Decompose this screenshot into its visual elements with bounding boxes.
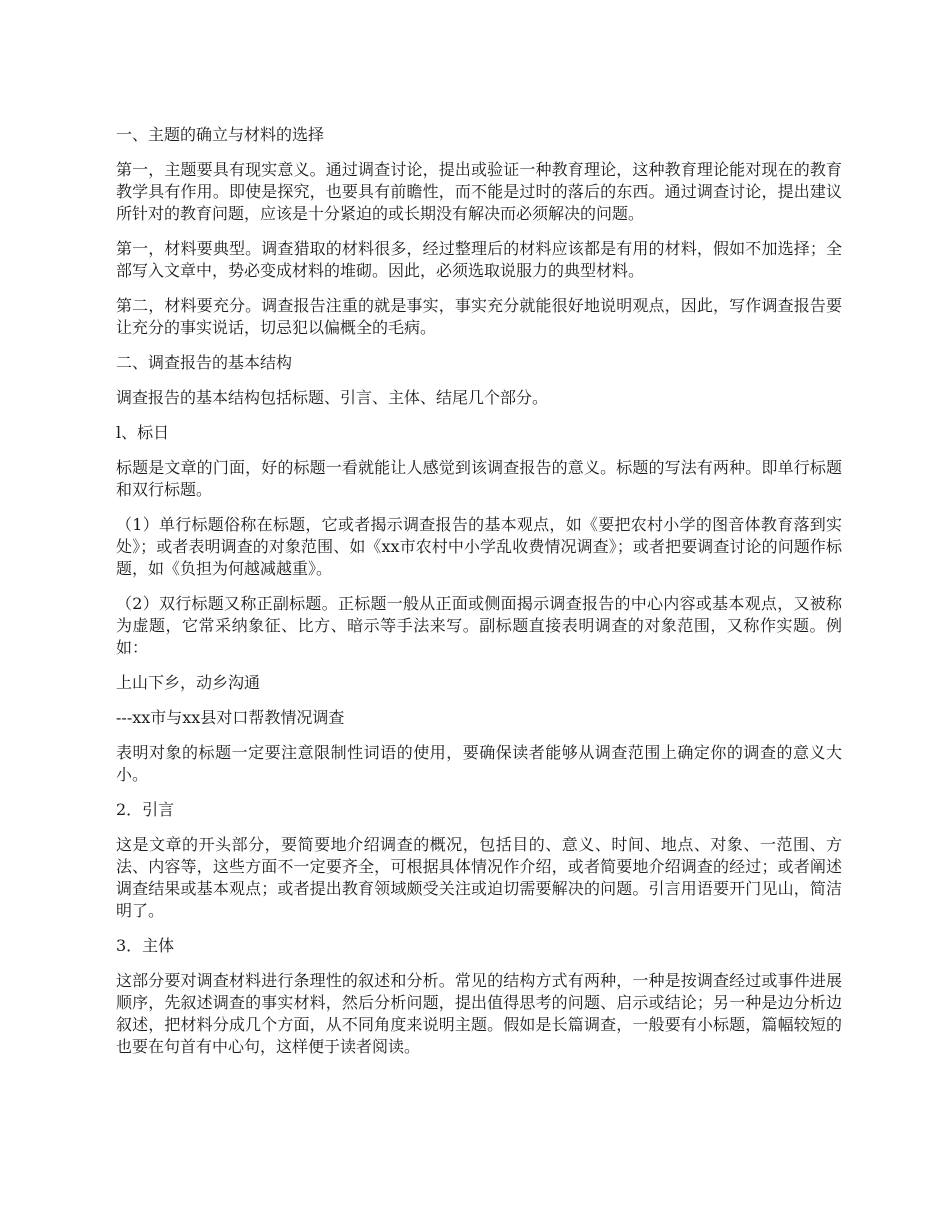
- section-heading-1: 一、主题的确立与材料的选择: [116, 125, 325, 144]
- paragraph-material-typical: 第一，材料要典型。调查猎取的材料很多，经过整理后的材料应该都是有用的材料，假如不加选择；全部写入文章中，势必变成材料的堆砌。因此，必须选取说服力的典型材料。: [116, 239, 842, 280]
- paragraph-title-intro: 标题是文章的门面，好的标题一看就能让人感觉到该调查报告的意义。标题的写法有两种。即单行标题和双行标题。: [116, 458, 842, 499]
- example-subtitle: ---xx市与xx县对口帮教情况调查: [116, 708, 345, 727]
- paragraph-title-note: 表明对象的标题一定要注意限制性词语的使用，要确保读者能够从调查范围上确定你的调查的意义大小。: [116, 743, 842, 784]
- subheading-title: l、标日: [116, 423, 170, 442]
- paragraph-theme-significance: 第一，主题要具有现实意义。通过调查讨论，提出或验证一种教育理论，这种教育理论能对现在的教育教学具有作用。即使是探究，也要具有前瞻性，而不能是过时的落后的东西。通过调查讨论，提出建议所针对的教育问题，应该是十分紧迫的或长期没有解决而必须解决的问题。: [116, 160, 842, 223]
- paragraph-single-title: （1）单行标题俗称在标题，它或者揭示调查报告的基本观点，如《要把农村小学的图音体教育落到实处》；或者表明调查的对象范围、如《xx市农村中小学乱收费情况调查》；或者把要调查讨论的问题作标题，如《负担为何越减越重》。: [116, 515, 842, 578]
- example-main-title: 上山下乡，动乡沟通: [116, 673, 261, 692]
- paragraph-material-sufficient: 第二，材料要充分。调查报告注重的就是事实，事实充分就能很好地说明观点，因此，写作调查报告要让充分的事实说话，切忌犯以偏概全的毛病。: [116, 296, 842, 337]
- section-heading-2: 二、调查报告的基本结构: [116, 353, 293, 372]
- paragraph-double-title: （2）双行标题又称正副标题。正标题一般从正面或侧面揭示调查报告的中心内容或基本观点，又被称为虚题，它常采纳象征、比方、暗示等手法来写。副标题直接表明调查的对象范围，又称作实题。例如：: [116, 594, 842, 657]
- subheading-main-body: 3．主体: [116, 936, 175, 955]
- paragraph-introduction: 这是文章的开头部分，要简要地介绍调查的概况，包括目的、意义、时间、地点、对象、一范围、方法、内容等，这些方面不一定要齐全，可根据具体情况作介绍，或者简要地介绍调查的经过；或者阐述调查结果或基本观点；或者提出教育领域颇受关注或迫切需要解决的问题。引言用语要开门见山，简洁明了。: [116, 835, 842, 920]
- paragraph-structure-overview: 调查报告的基本结构包括标题、引言、主体、结尾几个部分。: [116, 388, 549, 407]
- document-body: [116, 124, 842, 1071]
- paragraph-main-body: 这部分要对调查材料进行条理性的叙述和分析。常见的结构方式有两种，一种是按调查经过或事件进展顺序，先叙述调查的事实材料，然后分析问题，提出值得思考的问题、启示或结论；另一种是边分析边叙述，把材料分成几个方面，从不同角度来说明主题。假如是长篇调查，一般要有小标题，篇幅较短的也要在句首有中心句，这样便于读者阅读。: [116, 971, 842, 1056]
- subheading-introduction: 2．引言: [116, 800, 175, 819]
